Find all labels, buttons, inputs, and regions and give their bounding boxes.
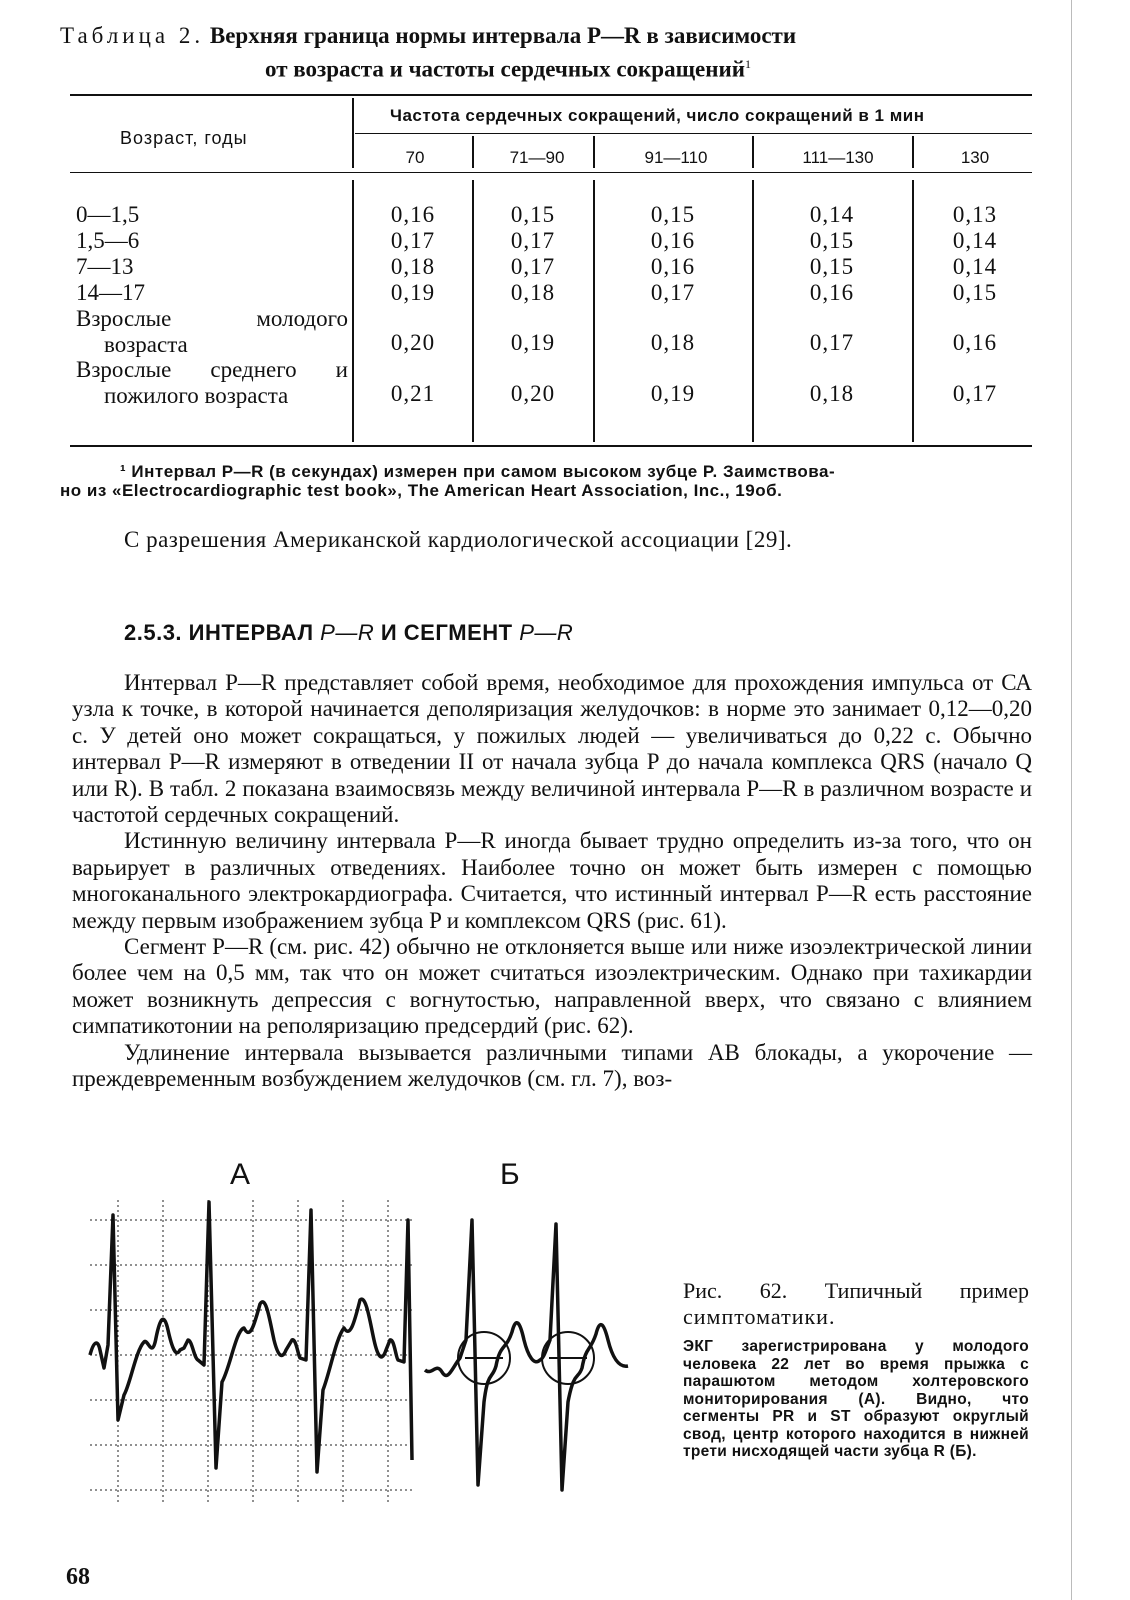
figure-caption-text: ЭКГ зарегистрирована у молодого человека 22 лет во время прыжка с парашютом методом холтеровского мониторирования (А). Видно, что сегменты PR и ST образуют округлый свод, центр которого находится в нижней трети нисходящей части зубца R (Б). [683, 1338, 1029, 1460]
table-cell: 0,16 [809, 280, 855, 305]
figure-caption-title-2: симптоматики. [683, 1304, 836, 1329]
table-cell: 0,16 [650, 254, 696, 279]
table-cell: 0,19 [390, 280, 436, 305]
figure-caption-title: Рис. 62. Типичный пример [683, 1278, 1029, 1303]
table-cell: 0,20 [510, 381, 556, 406]
figure-caption [683, 1278, 1029, 1461]
col-divider [752, 136, 754, 168]
column-header: 70 [405, 148, 425, 167]
column-header: 130 [960, 148, 990, 167]
table-cell: 0,18 [510, 280, 556, 305]
col-divider [352, 180, 354, 442]
age-cell: 14—17 [76, 280, 145, 305]
table-cell: 0,20 [390, 330, 436, 355]
col-divider [472, 136, 474, 168]
table-cell: 0,15 [510, 202, 556, 227]
col-divider [752, 180, 754, 442]
table-cell: 0,17 [510, 228, 556, 253]
col-divider [593, 136, 595, 168]
page-edge [1071, 0, 1072, 1600]
table-title-line2: от возраста и частоты сердечных сокращений [265, 56, 745, 82]
paragraph: Интервал P—R представляет собой время, необходимое для прохождения импульса от СА узла к точке, в которой начинается деполяризация желудочков: в норме это занимает 0,12—0,20 с. У детей оно может сокращаться, у пожилых людей — увеличиваться до 0,22 с. Обычно интервал P—R измеряют в отведении II от начала зубца P до начала комплекса QRS (начало Q или R). В табл. 2 показана взаимосвязь между величиной интервала P—R в различном возрасте и частотой сердечных сокращений. [72, 670, 1032, 828]
table-label: Таблица 2. [60, 23, 205, 48]
column-header: 71—90 [509, 148, 565, 167]
table-bottom-rule [70, 445, 1032, 447]
column-header: 111—130 [802, 148, 874, 167]
section-title-pr: P—R [320, 620, 375, 645]
table-cell: 0,18 [390, 254, 436, 279]
table-cell: 0,18 [650, 330, 696, 355]
age-cell: 0—1,5 [76, 202, 140, 227]
table-footnote [60, 462, 1035, 500]
table-caption [60, 22, 1060, 84]
body-text [72, 670, 1032, 1093]
paragraph: Истинную величину интервала P—R иногда бывает трудно определить из-за того, что он варьирует в различных отведениях. Наиболее точно он может быть измерен с помощью многоканального электрокардиографа. Считается, что истинный интервал P—R есть расстояние между первым изображением зубца P и комплексом QRS (рис. 61). [72, 828, 1032, 933]
age-header: Возраст, годы [120, 128, 248, 148]
col-divider [472, 180, 474, 442]
column-header: 91—110 [644, 148, 708, 167]
table-cell: 0,14 [809, 202, 855, 227]
ecg-circle-marks [458, 1332, 594, 1384]
page-number: 68 [66, 1564, 90, 1590]
age-cell: 1,5—6 [76, 228, 140, 253]
permission-note: С разрешения Американской кардиологической ассоциации [29]. [124, 527, 793, 552]
ecg-trace-b [425, 1220, 628, 1490]
table-title-line1: Верхняя граница нормы интервала P—R в зависимости [209, 23, 797, 48]
col-divider [593, 180, 595, 442]
table-cell: 0,19 [510, 330, 556, 355]
col-divider [912, 180, 914, 442]
age-cell: пожилого возраста [104, 383, 289, 408]
table-cell: 0,16 [952, 330, 998, 355]
table-cell: 0,17 [809, 330, 855, 355]
table-cell: 0,15 [809, 228, 855, 253]
table-cell: 0,14 [952, 228, 998, 253]
section-title-pr: P—R [519, 620, 574, 645]
header-bottom-rule [70, 172, 1032, 173]
table-cell: 0,17 [650, 280, 696, 305]
age-cell: 7—13 [76, 254, 134, 279]
table-cell: 0,15 [952, 280, 998, 305]
section-title-mid: И СЕГМЕНТ [374, 620, 520, 645]
table-top-rule [70, 94, 1032, 96]
table-cell: 0,19 [650, 381, 696, 406]
paragraph: Удлинение интервала вызывается различными типами АВ блокады, а укорочение — преждевременным возбуждением желудочков (см. гл. 7), воз- [72, 1039, 1032, 1092]
header-mid-rule [355, 133, 1032, 134]
table-cell: 0,15 [809, 254, 855, 279]
paragraph: Сегмент P—R (см. рис. 42) обычно не отклоняется выше или ниже изоэлектрической линии более чем на 0,5 мм, так что он может считаться изоэлектрическим. Однако при тахикардии может возникнуть депрессия с вогнутостью, направленной вверх, что связано с влиянием симпатикотонии на реполяризацию предсердий (рис. 62). [72, 934, 1032, 1039]
table-cell: 0,15 [650, 202, 696, 227]
footnote-line: ¹ Интервал P—R (в секундах) измерен при самом высоком зубце P. Заимствова- [120, 462, 836, 481]
section-heading [124, 620, 573, 646]
figure-label-a: А [230, 1158, 251, 1191]
col-divider [912, 136, 914, 168]
figure-label-b: Б [500, 1158, 520, 1191]
table-cell: 0,16 [650, 228, 696, 253]
ecg-trace-a [90, 1202, 412, 1472]
age-cell: возраста [104, 332, 188, 357]
table-cell: 0,17 [510, 254, 556, 279]
table-cell: 0,13 [952, 202, 998, 227]
heart-rate-header: Частота сердечных сокращений, число сокращений в 1 мин [390, 106, 925, 125]
age-cell: Взрослые молодого [76, 306, 348, 331]
footnote-line: но из «Electrocardiographic test book», The American Heart Association, Inc., 19об. [60, 481, 783, 500]
col-divider [352, 98, 354, 168]
footnote-mark: 1 [744, 57, 751, 71]
table-cell: 0,17 [390, 228, 436, 253]
table-cell: 0,16 [390, 202, 436, 227]
table-cell: 0,18 [809, 381, 855, 406]
section-title: 2.5.3. ИНТЕРВАЛ [124, 620, 314, 645]
age-cell: Взрослые среднего и [76, 357, 348, 382]
ecg-figure [80, 1190, 640, 1520]
table-cell: 0,14 [952, 254, 998, 279]
table-cell: 0,21 [390, 381, 436, 406]
table-cell: 0,17 [952, 381, 998, 406]
